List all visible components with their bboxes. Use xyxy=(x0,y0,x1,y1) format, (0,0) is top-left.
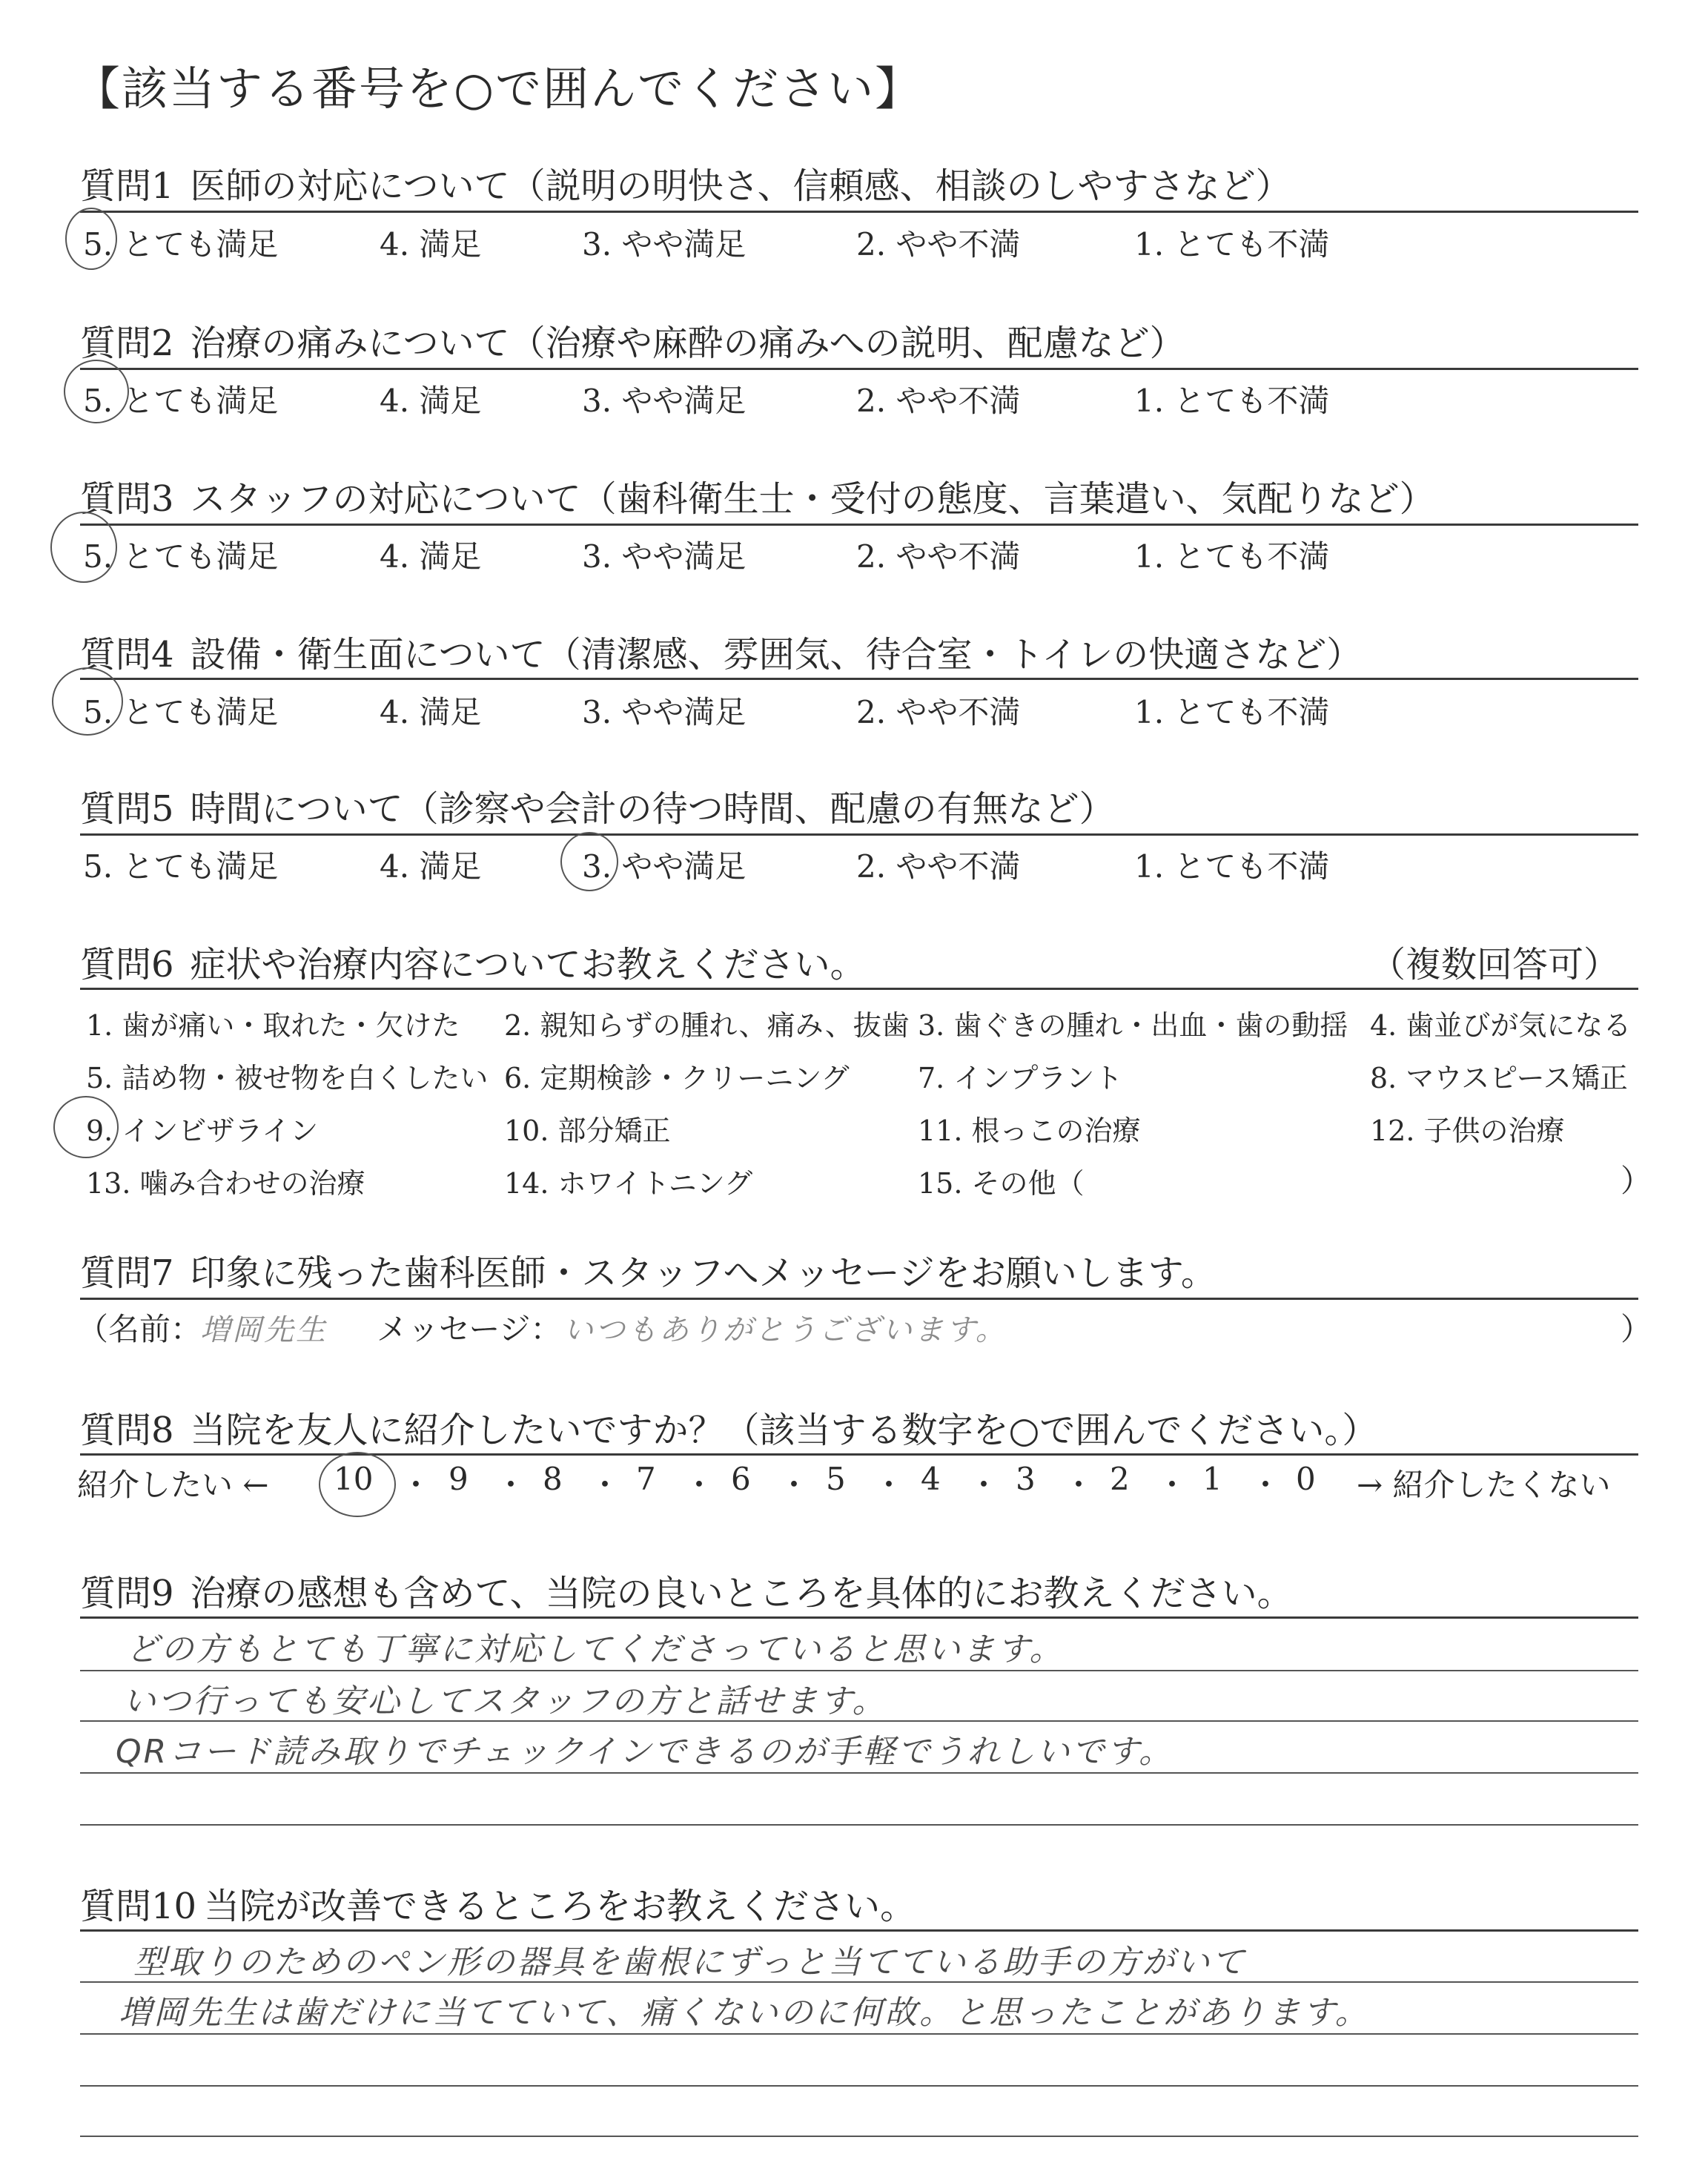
q6-option-13[interactable]: 13. 噛み合わせの治療 xyxy=(86,1167,365,1200)
divider xyxy=(80,1929,1638,1932)
question-number: 質問6 xyxy=(80,944,174,985)
question-text: 医師の対応について（説明の明快さ、信頼感、相談のしやすさなど） xyxy=(190,165,1291,207)
answer-line xyxy=(80,1772,1638,1774)
divider xyxy=(80,211,1638,213)
option-2[interactable]: 2. やや不満 xyxy=(856,226,1021,262)
q6-option-11[interactable]: 11. 根っこの治療 xyxy=(918,1114,1141,1147)
answer-line xyxy=(80,1824,1638,1826)
scale-dot: ・ xyxy=(1250,1467,1282,1503)
selection-circle xyxy=(65,208,117,270)
scale-1[interactable]: 1 xyxy=(1202,1461,1222,1497)
selection-circle xyxy=(64,360,129,423)
selection-circle xyxy=(50,512,117,583)
question-title xyxy=(80,1244,1217,1295)
multiple-answer-note: （複数回答可） xyxy=(1370,944,1620,985)
option-2[interactable]: 2. やや不満 xyxy=(856,538,1021,575)
question-text: 治療の感想も含めて、当院の良いところを具体的にお教えください。 xyxy=(190,1573,1293,1614)
message-value[interactable]: いつもありがとうございます。 xyxy=(563,1313,1007,1347)
question-title xyxy=(80,314,1185,366)
q6-option-15[interactable]: 15. その他（ xyxy=(918,1167,1085,1200)
question-text: 当院を友人に紹介したいですか？（該当する数字を○で囲んでください。） xyxy=(190,1410,1378,1451)
scale-dot: ・ xyxy=(778,1467,810,1503)
scale-dot: ・ xyxy=(495,1467,527,1503)
question-title xyxy=(80,1877,916,1929)
answer-line xyxy=(80,1981,1638,1983)
q6-option-2[interactable]: 2. 親知らずの腫れ、痛み、抜歯 xyxy=(504,1009,910,1042)
scale-7[interactable]: 7 xyxy=(636,1461,656,1497)
scale-right-label: → 紹介したくない xyxy=(1357,1467,1611,1503)
divider xyxy=(80,368,1638,370)
selection-circle xyxy=(53,1096,119,1158)
question-text: 治療の痛みについて（治療や麻酔の痛みへの説明、配慮など） xyxy=(190,323,1185,364)
scale-8[interactable]: 8 xyxy=(543,1461,563,1497)
question-number: 質問10 xyxy=(80,1886,197,1927)
divider xyxy=(80,833,1638,836)
answer-line xyxy=(80,2085,1638,2087)
scale-left-label: 紹介したい ← xyxy=(77,1467,269,1503)
q6-option-3[interactable]: 3. 歯ぐきの腫れ・出血・歯の動揺 xyxy=(918,1009,1348,1042)
answer-line xyxy=(80,2033,1638,2035)
option-3[interactable]: 3. やや満足 xyxy=(582,694,747,730)
answer-line xyxy=(80,1720,1638,1722)
scale-4[interactable]: 4 xyxy=(921,1461,941,1497)
question-title xyxy=(80,626,1362,677)
question-title xyxy=(80,1401,1377,1453)
question-text: 印象に残った歯科医師・スタッフへメッセージをお願いします。 xyxy=(190,1252,1217,1294)
scale-5[interactable]: 5 xyxy=(826,1461,846,1497)
divider xyxy=(80,524,1638,526)
answer-line-3[interactable]: QRコード読み取りでチェックインできるのが手軽でうれしいです。 xyxy=(116,1733,1174,1771)
selection-circle xyxy=(52,667,123,736)
scale-10[interactable]: 10 xyxy=(334,1461,374,1497)
q6-option-10[interactable]: 10. 部分矯正 xyxy=(504,1114,671,1147)
name-value[interactable]: 増岡先生 xyxy=(200,1313,328,1347)
option-1[interactable]: 1. とても不満 xyxy=(1134,383,1330,419)
answer-line-1[interactable]: どの方もとても丁寧に対応してくださっていると思います。 xyxy=(126,1631,1065,1668)
divider xyxy=(80,1616,1638,1619)
scale-dot: ・ xyxy=(589,1467,621,1503)
option-2[interactable]: 2. やや不満 xyxy=(856,848,1021,885)
divider xyxy=(80,678,1638,680)
q6-option-4[interactable]: 4. 歯並びが気になる xyxy=(1370,1009,1632,1042)
close-paren: ） xyxy=(1621,1311,1652,1347)
answer-line-2[interactable]: 増岡先生は歯だけに当てていて、痛くないのに何故。と思ったことがあります。 xyxy=(119,1994,1370,2032)
answer-line xyxy=(80,2136,1638,2137)
option-3[interactable]: 3. やや満足 xyxy=(582,538,747,575)
option-5[interactable]: 5. とても満足 xyxy=(83,383,279,419)
option-4[interactable]: 4. 満足 xyxy=(380,226,482,262)
scale-dot: ・ xyxy=(873,1467,905,1503)
question-number: 質問3 xyxy=(80,478,174,520)
option-4[interactable]: 4. 満足 xyxy=(380,538,482,575)
scale-dot: ・ xyxy=(1156,1467,1188,1503)
scale-0[interactable]: 0 xyxy=(1296,1461,1316,1497)
option-5[interactable]: 5. とても満足 xyxy=(83,226,279,262)
q6-option-6[interactable]: 6. 定期検診・クリーニング xyxy=(504,1062,850,1094)
q6-option-9[interactable]: 9. インビザライン xyxy=(86,1114,319,1147)
question-title xyxy=(80,780,1115,831)
question-title xyxy=(80,470,1435,521)
option-4[interactable]: 4. 満足 xyxy=(380,848,482,885)
question-text: 症状や治療内容についてお教えください。 xyxy=(190,944,866,985)
answer-line xyxy=(80,1670,1638,1671)
option-5[interactable]: 5. とても満足 xyxy=(83,538,279,575)
question-title xyxy=(80,936,866,987)
option-1[interactable]: 1. とても不満 xyxy=(1134,538,1330,575)
page-title: 【該当する番号を○で囲んでください】 xyxy=(74,62,923,116)
question-number: 質問1 xyxy=(80,165,174,207)
option-4[interactable]: 4. 満足 xyxy=(380,383,482,419)
q6-option-1[interactable]: 1. 歯が痛い・取れた・欠けた xyxy=(86,1009,460,1042)
question-text: 当院が改善できるところをお教えください。 xyxy=(204,1886,916,1927)
question-text: 時間について（診察や会計の待つ時間、配慮の有無など） xyxy=(190,788,1115,830)
q6-option-8[interactable]: 8. マウスピース矯正 xyxy=(1370,1062,1628,1094)
answer-line-1[interactable]: 型取りのためのペン形の器具を歯根にずっと当てている助手の方がいて xyxy=(133,1943,1247,1981)
divider xyxy=(80,1298,1638,1300)
message-label: メッセージ： xyxy=(377,1311,562,1347)
scale-dot: ・ xyxy=(968,1467,1000,1503)
question-number: 質問5 xyxy=(80,788,174,830)
scale-9[interactable]: 9 xyxy=(448,1461,469,1497)
option-3[interactable]: 3. やや満足 xyxy=(582,383,747,419)
other-close-paren: ） xyxy=(1621,1163,1652,1199)
option-3[interactable]: 3. やや満足 xyxy=(582,848,747,885)
q6-option-12[interactable]: 12. 子供の治療 xyxy=(1370,1114,1565,1147)
scale-2[interactable]: 2 xyxy=(1110,1461,1130,1497)
question-number: 質問8 xyxy=(80,1410,174,1451)
option-1[interactable]: 1. とても不満 xyxy=(1134,226,1330,262)
answer-line-2[interactable]: いつ行っても安心してスタッフの方と話せます。 xyxy=(123,1682,887,1720)
q6-option-5[interactable]: 5. 詰め物・被せ物を白くしたい xyxy=(86,1062,489,1094)
scale-6[interactable]: 6 xyxy=(731,1461,751,1497)
selection-circle xyxy=(560,832,618,891)
question-text: スタッフの対応について（歯科衛生士・受付の態度、言葉遣い、気配りなど） xyxy=(190,478,1435,520)
question-number: 質問9 xyxy=(80,1573,174,1614)
scale-dot: ・ xyxy=(1063,1467,1095,1503)
option-1[interactable]: 1. とても不満 xyxy=(1134,848,1330,885)
question-number: 質問7 xyxy=(80,1252,174,1294)
option-5[interactable]: 5. とても満足 xyxy=(83,694,279,730)
option-4[interactable]: 4. 満足 xyxy=(380,694,482,730)
option-3[interactable]: 3. やや満足 xyxy=(582,226,747,262)
question-number: 質問2 xyxy=(80,323,174,364)
question-number: 質問4 xyxy=(80,634,174,676)
q6-option-14[interactable]: 14. ホワイトニング xyxy=(504,1167,753,1200)
name-label: （名前： xyxy=(77,1311,202,1347)
divider xyxy=(80,988,1638,990)
selection-circle xyxy=(319,1452,396,1517)
question-title xyxy=(80,1565,1293,1616)
option-2[interactable]: 2. やや不満 xyxy=(856,694,1021,730)
option-1[interactable]: 1. とても不満 xyxy=(1134,694,1330,730)
q6-option-7[interactable]: 7. インプラント xyxy=(918,1062,1123,1094)
question-text: 設備・衛生面について（清潔感、雰囲気、待合室・トイレの快適さなど） xyxy=(190,634,1363,676)
scale-dot: ・ xyxy=(400,1467,432,1503)
divider xyxy=(80,1453,1638,1456)
option-5[interactable]: 5. とても満足 xyxy=(83,848,279,885)
scale-3[interactable]: 3 xyxy=(1016,1461,1036,1497)
question-title xyxy=(80,157,1291,208)
scale-dot: ・ xyxy=(683,1467,715,1503)
option-2[interactable]: 2. やや不満 xyxy=(856,383,1021,419)
